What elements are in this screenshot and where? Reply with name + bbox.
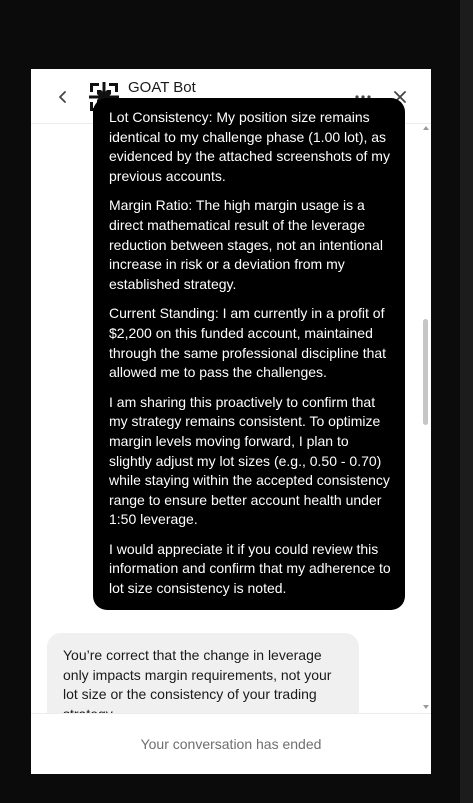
bot-message-text: You’re correct that the change in leverage only impacts margin requirements, not your lot size or the consistency of your trading: [63, 647, 332, 703]
bot-name: GOAT Bot: [128, 79, 196, 96]
user-message-paragraph: Lot Consistency: My position size remains identical to my challenge phase (1.00 lot), as evidenced by the attached screenshots of my previous accounts.: [109, 109, 390, 184]
scrollbar[interactable]: [422, 124, 430, 713]
scroll-down-arrow-icon[interactable]: [423, 705, 429, 709]
scrollbar-thumb[interactable]: [423, 319, 428, 425]
conversation-ended-text: Your conversation has ended: [140, 736, 322, 752]
user-message-paragraph: Margin Ratio: The high margin usage is a direct mathematical result of the leverage reduction between stages, not an intentional increase in risk or a deviation from my established strategy.: [109, 197, 383, 292]
user-message-paragraph: I am sharing this proactively to confirm that my strategy remains consistent. To optimize margin levels moving forward, I plan to slightly adjust my lot sizes (e.g., 0.50 - 0.70) while staying within the accepted consistency range to ensure better account health under 1:50 leverage.: [109, 393, 390, 528]
user-message-paragraph: I would appreciate it if you could review this information and confirm that my adherence to lot size consistency is noted.: [109, 540, 391, 597]
scroll-up-arrow-icon[interactable]: [423, 126, 429, 130]
chat-footer: [31, 713, 431, 774]
conversation-area[interactable]: [31, 109, 431, 713]
chevron-left-icon: [57, 90, 69, 104]
chat-widget: [31, 69, 431, 773]
back-button[interactable]: [51, 85, 75, 109]
user-message-paragraph: Current Standing: I am currently in a profit of $2,200 on this funded account, maintained through the same professional discipline that allowed me to pass the challenges.: [109, 305, 387, 381]
page-edge-strip: [460, 0, 473, 803]
user-message-bubble: [93, 98, 405, 610]
